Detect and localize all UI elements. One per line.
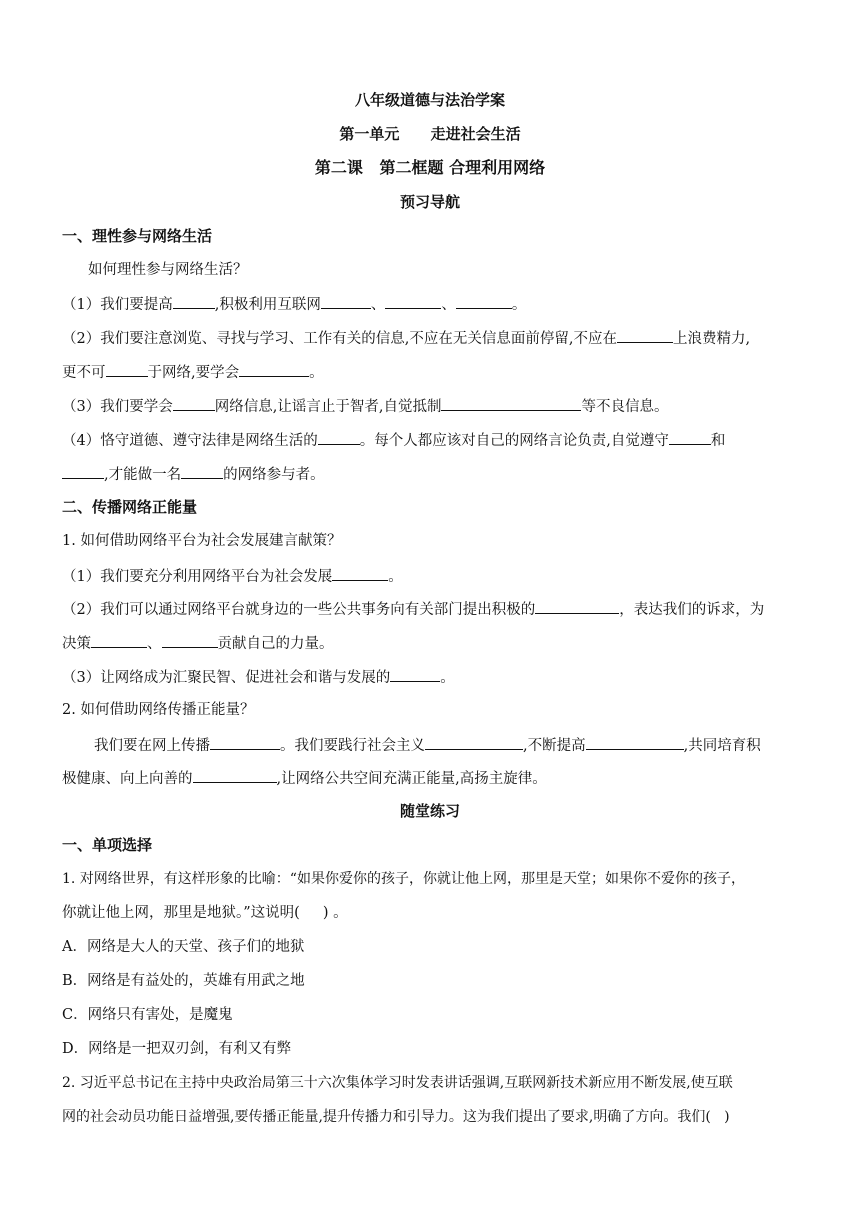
text: 、 bbox=[147, 636, 162, 652]
lesson-title: 第二课 第二框题 合理利用网络 bbox=[314, 158, 546, 177]
text: ,积极利用互联网 bbox=[214, 297, 321, 313]
part2-item2-line1 bbox=[62, 598, 804, 620]
doc-title: 八年级道德与法治学案 bbox=[354, 91, 505, 109]
part1-heading: 一、理性参与网络生活 bbox=[62, 227, 213, 245]
fill-blank[interactable] bbox=[332, 565, 388, 581]
option-b: B．网络是有益处的，英雄有用武之地 bbox=[62, 973, 305, 989]
question2-line1: 2. 习近平总书记在主持中央政治局第三十六次集体学习时发表讲话强调,互联网新技术新应用不断发展,使互联 bbox=[62, 1075, 733, 1091]
part2-item1 bbox=[62, 565, 804, 587]
text: 的网络参与者。 bbox=[223, 467, 325, 483]
part1-item1 bbox=[62, 293, 804, 315]
text: ,让网络公共空间充满正能量,高扬主旋律。 bbox=[276, 771, 547, 787]
unit-title: 第一单元 走进社会生活 bbox=[339, 125, 521, 143]
part1-question: 如何理性参与网络生活？ bbox=[88, 262, 248, 278]
part1-item4-line2 bbox=[62, 463, 804, 485]
part1-item2-line1 bbox=[62, 327, 804, 349]
text: （2）我们可以通过网络平台就身边的一些公共事务向有关部门提出积极的 bbox=[62, 602, 536, 618]
text: 于网络,要学会 bbox=[147, 365, 240, 381]
fill-blank[interactable] bbox=[617, 327, 673, 343]
fill-blank[interactable] bbox=[535, 598, 619, 614]
text: （3）让网络成为汇聚民智、促进社会和谐与发展的 bbox=[62, 670, 391, 686]
fill-blank[interactable] bbox=[321, 293, 371, 309]
text: 上浪费精力, bbox=[672, 331, 751, 347]
fill-blank[interactable] bbox=[669, 429, 711, 445]
text: 贡献自己的力量。 bbox=[217, 636, 334, 652]
preview-heading: 预习导航 bbox=[399, 193, 460, 211]
fill-blank[interactable] bbox=[586, 734, 684, 750]
text: 。 bbox=[440, 670, 455, 686]
practice-heading: 随堂练习 bbox=[399, 802, 460, 820]
fill-blank[interactable] bbox=[385, 293, 441, 309]
fill-blank[interactable] bbox=[425, 734, 523, 750]
text: ，表达我们的诉求，为 bbox=[619, 602, 765, 618]
part2-item2-line2 bbox=[62, 632, 804, 654]
question1-line1: 1. 对网络世界，有这样形象的比喻：“如果你爱你的孩子，你就让他上网，那里是天堂；如果你不爱你的孩子， bbox=[62, 871, 745, 887]
text: 。 bbox=[511, 297, 527, 313]
text: 等不良信息。 bbox=[581, 399, 669, 415]
text: ,不断提高 bbox=[523, 738, 586, 754]
part2-question1: 1. 如何借助网络平台为社会发展建言献策？ bbox=[62, 533, 342, 549]
option-a: A．网络是大人的天堂、孩子们的地狱 bbox=[62, 939, 305, 955]
text: 网络信息,让谣言止于智者,自觉抵制 bbox=[214, 399, 442, 415]
part1-item4-line1 bbox=[62, 429, 804, 451]
text: （2）我们要注意浏览、寻找与学习、工作有关的信息,不应在无关信息面前停留,不应在 bbox=[62, 331, 617, 347]
fill-blank[interactable] bbox=[173, 395, 215, 411]
text: 决策 bbox=[62, 636, 91, 652]
text: （3）我们要学会 bbox=[62, 399, 173, 415]
fill-blank[interactable] bbox=[210, 734, 280, 750]
part2-question2: 2. 如何借助网络传播正能量？ bbox=[62, 702, 255, 718]
text: 。每个人都应该对自己的网络言论负责,自觉遵守 bbox=[359, 433, 669, 449]
text: 更不可 bbox=[62, 365, 106, 381]
option-c: C．网络只有害处，是魔鬼 bbox=[62, 1007, 233, 1023]
text: 。 bbox=[388, 569, 403, 585]
text: ,才能做一名 bbox=[104, 467, 182, 483]
part2-heading: 二、传播网络正能量 bbox=[62, 498, 198, 516]
option-d: D．网络是一把双刃剑，有利又有弊 bbox=[62, 1041, 292, 1057]
text: 我们要在网上传播 bbox=[94, 738, 210, 754]
part1-item2-line2 bbox=[62, 361, 804, 383]
practice-subheading: 一、单项选择 bbox=[62, 836, 153, 854]
text: （4）恪守道德、遵守法律是网络生活的 bbox=[62, 433, 318, 449]
part2-answer2-line2 bbox=[62, 767, 804, 789]
text: 、 bbox=[370, 297, 386, 313]
text: ,共同培育积 bbox=[683, 738, 761, 754]
fill-blank[interactable] bbox=[456, 293, 512, 309]
text: 、 bbox=[441, 297, 456, 313]
text: 和 bbox=[710, 433, 726, 449]
fill-blank[interactable] bbox=[318, 429, 360, 445]
fill-blank[interactable] bbox=[390, 666, 440, 682]
part2-answer2-line1 bbox=[94, 734, 804, 756]
part1-item3 bbox=[62, 395, 804, 417]
text: 。 bbox=[309, 365, 324, 381]
question1-line2: 你就让他上网，那里是地狱。”这说明( ) 。 bbox=[62, 905, 348, 921]
fill-blank[interactable] bbox=[239, 361, 309, 377]
fill-blank[interactable] bbox=[441, 395, 581, 411]
fill-blank[interactable] bbox=[181, 463, 223, 479]
fill-blank[interactable] bbox=[106, 361, 148, 377]
text: （1）我们要充分利用网络平台为社会发展 bbox=[62, 569, 333, 585]
text: 极健康、向上向善的 bbox=[62, 771, 193, 787]
question2-line2: 网的社会动员功能日益增强,要传播正能量,提升传播力和引导力。这为我们提出了要求,明确了方向。我们( ) bbox=[62, 1109, 730, 1125]
fill-blank[interactable] bbox=[193, 767, 277, 783]
fill-blank[interactable] bbox=[91, 632, 147, 648]
fill-blank[interactable] bbox=[62, 463, 104, 479]
text: （1）我们要提高 bbox=[62, 297, 173, 313]
part2-item3 bbox=[62, 666, 804, 688]
fill-blank[interactable] bbox=[162, 632, 218, 648]
text: 。我们要践行社会主义 bbox=[280, 738, 425, 754]
fill-blank[interactable] bbox=[173, 293, 215, 309]
